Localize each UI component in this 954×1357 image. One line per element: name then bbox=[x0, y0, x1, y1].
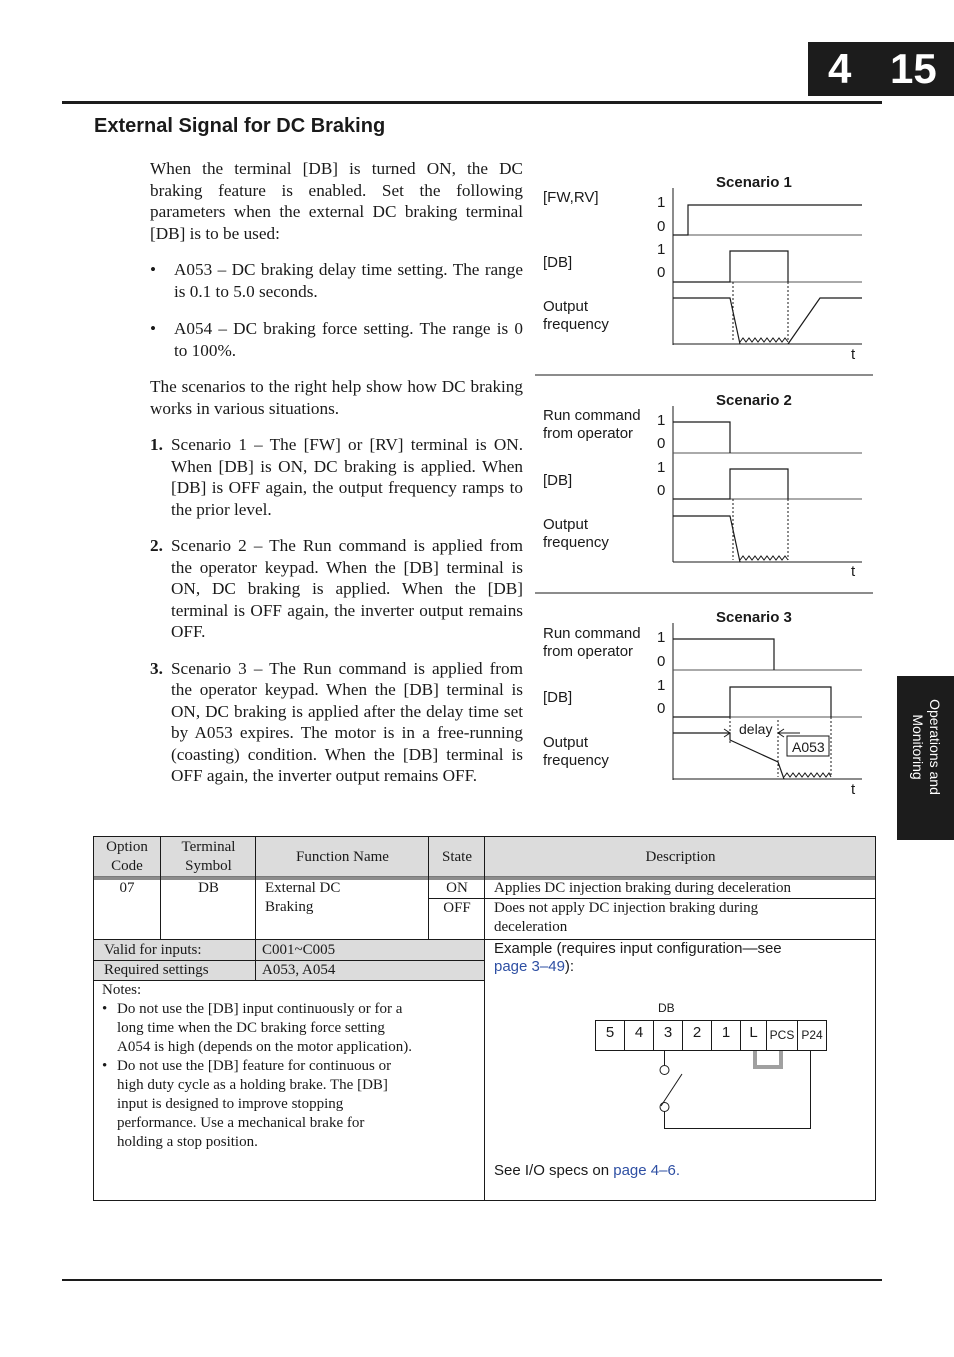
tick-zero: 0 bbox=[657, 482, 666, 499]
scenario3-braking-wave bbox=[784, 773, 831, 777]
header-function-name: Function Name bbox=[296, 849, 389, 865]
db-terminal-label: DB bbox=[658, 1001, 675, 1015]
tick-zero: 0 bbox=[657, 435, 666, 452]
footer-rule bbox=[62, 1279, 882, 1281]
delay-label: delay bbox=[739, 721, 773, 737]
tick-zero: 0 bbox=[657, 218, 666, 235]
terminal-2: 2 bbox=[692, 1024, 702, 1041]
tick-one: 1 bbox=[657, 459, 666, 476]
note-item: • Do not use the [DB] input continuously or for a long time when the DC braking force setting A054 is high (depends on the motor application). bbox=[102, 1001, 412, 1055]
wiring-diagram bbox=[93, 836, 876, 1201]
io-specs-link[interactable]: page 4–6 bbox=[613, 1162, 676, 1179]
scenario2-run-label: Run command from operator bbox=[543, 407, 641, 442]
scenarios-intro: The scenarios to the right help show how DC braking works in various situations. bbox=[150, 377, 523, 418]
scenario2-run-signal bbox=[673, 422, 730, 453]
a053-label: A053 bbox=[792, 739, 825, 755]
list-item: 2. Scenario 2 – The Run command is applied from the operator keypad. When the [DB] terminal is ON, DC braking is applied. When the [DB] terminal is OFF again, the inverter output remains OFF. bbox=[150, 536, 523, 641]
scenario2-db-signal bbox=[673, 469, 788, 499]
scenario2-braking-wave bbox=[740, 556, 788, 560]
note-item: • Do not use the [DB] feature for continuous or high duty cycle as a holding brake. The [DB] input is designed to improve stopping performance. Use a mechanical brake for holding a stop position. bbox=[102, 1058, 392, 1150]
notes-label: Notes: bbox=[102, 982, 142, 998]
time-axis-label: t bbox=[851, 781, 856, 798]
valid-inputs-value: C001~C005 bbox=[262, 942, 336, 958]
time-axis-label: t bbox=[851, 563, 856, 580]
time-axis-label: t bbox=[851, 346, 856, 363]
tick-one: 1 bbox=[657, 194, 666, 211]
scenario3-db-signal bbox=[673, 687, 831, 717]
terminal-3: 3 bbox=[663, 1024, 673, 1041]
terminal-1: 1 bbox=[721, 1024, 731, 1041]
scenario1-db-label: [DB] bbox=[543, 254, 573, 271]
tick-one: 1 bbox=[657, 677, 666, 694]
tick-one: 1 bbox=[657, 412, 666, 429]
scenario2-freq-decel bbox=[673, 516, 740, 562]
off-description: Does not apply DC injection braking during deceleration bbox=[494, 900, 759, 935]
terminal-symbol-value: DB bbox=[198, 880, 219, 896]
function-table bbox=[93, 836, 876, 1201]
list-item: • A054 – DC braking force setting. The range is 0 to 100%. bbox=[150, 319, 523, 360]
terminal-pcs: PCS bbox=[769, 1028, 795, 1042]
header-description: Description bbox=[645, 849, 716, 865]
scenario1-braking-wave bbox=[740, 338, 788, 342]
scenario1-fwrv-signal bbox=[673, 205, 862, 235]
scenario2-output-label: Output frequency bbox=[543, 516, 609, 551]
function-name-value: External DC Braking bbox=[265, 880, 341, 915]
required-settings-label: Required settings bbox=[104, 962, 209, 978]
chapter-number: 4 bbox=[828, 45, 852, 92]
tick-zero: 0 bbox=[657, 264, 666, 281]
scenario1-freq-ramp bbox=[788, 298, 862, 344]
on-description: Applies DC injection braking during deceleration bbox=[494, 880, 792, 896]
valid-inputs-label: Valid for inputs: bbox=[104, 942, 202, 958]
section-title: External Signal for DC Braking bbox=[94, 115, 386, 137]
list-item: 3. Scenario 3 – The Run command is applied from the operator keypad. When the [DB] terminal is ON, DC braking is applied after the delay time set by A053 expires. The motor is in a free-running (coasting) condition. When the [DB] terminal is OFF again, the inverter output remains OFF. bbox=[150, 658, 523, 785]
scenario3-freq-coast bbox=[673, 733, 784, 779]
scenario3-output-label: Output frequency bbox=[543, 734, 609, 769]
terminal-l: L bbox=[749, 1024, 758, 1041]
option-code-value: 07 bbox=[119, 880, 135, 896]
state-on: ON bbox=[446, 880, 468, 896]
io-specs-text: See I/O specs on page 4–6. bbox=[494, 1162, 680, 1179]
scenario2-db-label: [DB] bbox=[543, 472, 573, 489]
scenario1-title: Scenario 1 bbox=[716, 174, 792, 191]
terminal-p24: P24 bbox=[801, 1028, 823, 1042]
tick-one: 1 bbox=[657, 629, 666, 646]
side-tab-line1: Operations and bbox=[927, 699, 943, 795]
intro-paragraph: When the terminal [DB] is turned ON, the DC braking feature is enabled. Set the following parameters when the external DC braking terminal [DB] is to be used: bbox=[150, 159, 523, 243]
terminal-5: 5 bbox=[605, 1024, 615, 1041]
page-number: 15 bbox=[890, 45, 937, 92]
tick-zero: 0 bbox=[657, 653, 666, 670]
header-option-code: Option Code bbox=[106, 839, 148, 874]
example-text: Example (requires input configuration—see page 3–49): bbox=[494, 940, 782, 975]
tick-zero: 0 bbox=[657, 700, 666, 717]
scenario1-db-signal bbox=[673, 251, 788, 282]
scenario1-freq-decel bbox=[673, 298, 740, 344]
required-settings-value: A053, A054 bbox=[262, 962, 336, 978]
scenario2-title: Scenario 2 bbox=[716, 392, 792, 409]
scenario3-run-label: Run command from operator bbox=[543, 625, 641, 660]
list-item: 1. Scenario 1 – The [FW] or [RV] terminal is ON. When [DB] is ON, DC braking is applied. When [DB] is OFF again, the output frequency ramps to the prior level. bbox=[150, 435, 523, 519]
tick-one: 1 bbox=[657, 241, 666, 258]
header-state: State bbox=[442, 849, 472, 865]
terminal-4: 4 bbox=[634, 1024, 644, 1041]
header-terminal-symbol: Terminal Symbol bbox=[181, 839, 236, 874]
scenario3-run-signal bbox=[673, 639, 774, 670]
scenario1-output-label: Output frequency bbox=[543, 298, 609, 333]
scenario1-fwrv-label: [FW,RV] bbox=[543, 189, 599, 206]
scenario3-db-label: [DB] bbox=[543, 689, 573, 706]
state-off: OFF bbox=[443, 900, 471, 916]
jumper-bar bbox=[755, 1051, 781, 1067]
scenario3-title: Scenario 3 bbox=[716, 609, 792, 626]
list-item: • A053 – DC braking delay time setting. The range is 0.1 to 5.0 seconds. bbox=[150, 260, 523, 301]
example-page-link[interactable]: page 3–49 bbox=[494, 958, 565, 975]
side-tab-line2: Monitoring bbox=[910, 714, 926, 780]
